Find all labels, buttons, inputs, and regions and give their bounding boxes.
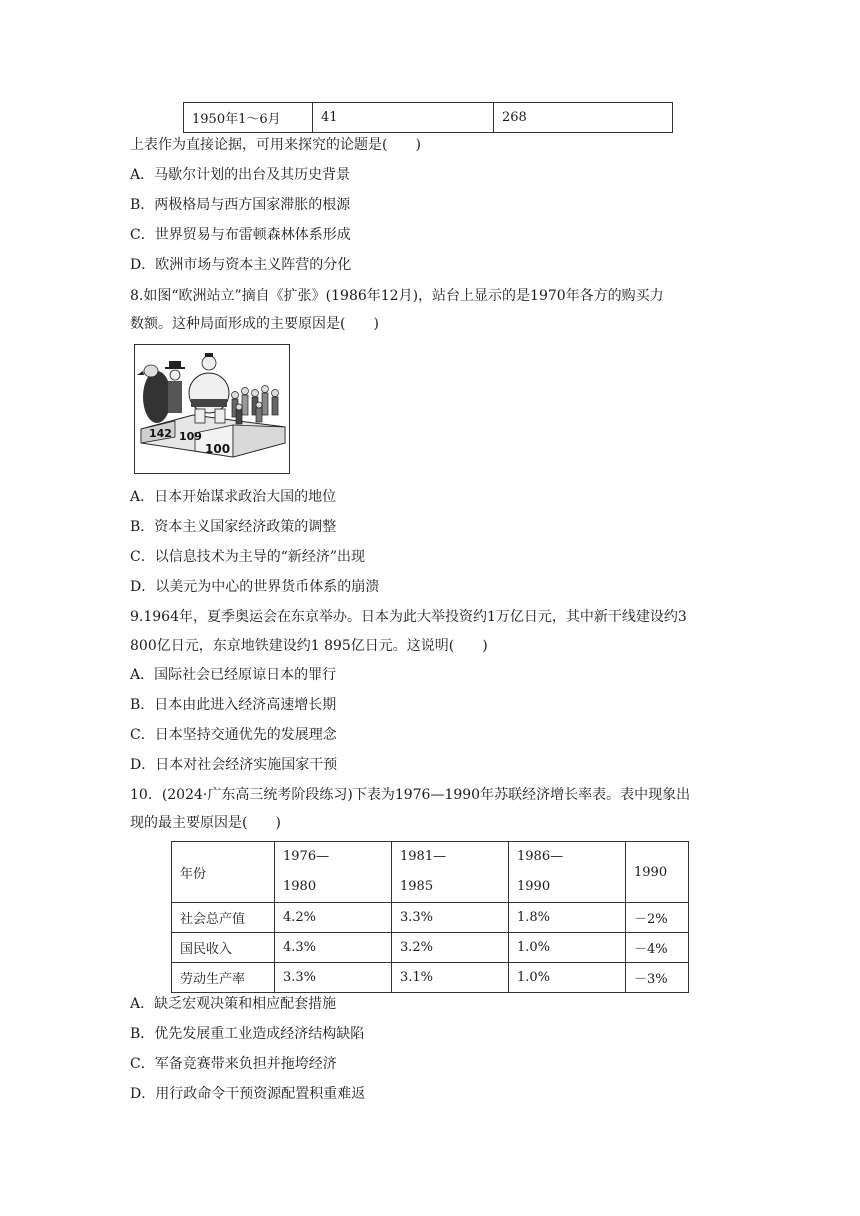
table-row — [172, 963, 689, 993]
q7-option-a: A．马歇尔计划的出台及其历史背景 — [130, 167, 351, 183]
table-cell: －4% — [626, 933, 689, 963]
table-cell: 社会总产值 — [172, 903, 275, 933]
table-cell: 国民收入 — [172, 933, 275, 963]
table-cell: 1.0% — [509, 963, 626, 993]
table-row — [172, 903, 689, 933]
table-cell: 1.0% — [509, 933, 626, 963]
table-row — [172, 933, 689, 963]
question-7-stem: 上表作为直接论据，可用来探究的论题是( ) — [130, 137, 421, 153]
q7-option-c: C．世界贸易与布雷顿森林体系形成 — [130, 227, 351, 243]
table-cell: 3.3% — [275, 963, 392, 993]
table-cell: －2% — [626, 903, 689, 933]
podium-number-2: 109 — [179, 430, 202, 443]
q10-option-d: D．用行政命令干预资源配置积重难返 — [130, 1086, 366, 1102]
table-cell: 3.1% — [392, 963, 509, 993]
table-header-cell: 年份 — [172, 842, 275, 903]
table-cell: 268 — [494, 103, 673, 133]
podium-number-3: 100 — [205, 442, 231, 456]
cartoon-illustration — [135, 345, 289, 473]
soviet-growth-table — [171, 841, 689, 993]
table-header-cell: 1976— 1980 — [275, 842, 392, 903]
table-cell: 3.3% — [392, 903, 509, 933]
q9-option-a: A．国际社会已经原谅日本的罪行 — [130, 667, 337, 683]
q10-option-a: A．缺乏宏观决策和相应配套措施 — [130, 996, 337, 1012]
table-row — [184, 103, 673, 133]
q8-option-c: C．以信息技术为主导的“新经济”出现 — [130, 549, 366, 565]
q8-option-a: A．日本开始谋求政治大国的地位 — [130, 489, 337, 505]
q10-option-c: C．军备竞赛带来负担并拖垮经济 — [130, 1056, 337, 1072]
table-header-cell: 1981— 1985 — [392, 842, 509, 903]
question-8-stem-line1: 8.如图“欧洲站立”摘自《扩张》(1986年12月)，站台上显示的是1970年各方的购买力 — [130, 288, 664, 304]
q10-option-b: B．优先发展重工业造成经济结构缺陷 — [130, 1026, 365, 1042]
podium-number-1: 142 — [149, 427, 172, 440]
question-10-stem-line2: 现的最主要原因是( ) — [130, 815, 281, 831]
q7-option-d: D．欧洲市场与资本主义阵营的分化 — [130, 257, 352, 273]
table-cell: 4.2% — [275, 903, 392, 933]
table-cell: 41 — [313, 103, 494, 133]
table-cell: 4.3% — [275, 933, 392, 963]
table-cell: 1.8% — [509, 903, 626, 933]
q9-option-c: C．日本坚持交通优先的发展理念 — [130, 727, 337, 743]
q9-option-b: B．日本由此进入经济高速增长期 — [130, 697, 337, 713]
table-header-cell: 1990 — [626, 842, 689, 903]
question-9-stem-line1: 9.1964年，夏季奥运会在东京举办。日本为此大举投资约1万亿日元，其中新干线建设约3 — [130, 609, 687, 625]
q8-option-d: D．以美元为中心的世界货币体系的崩溃 — [130, 579, 380, 595]
question-8-stem-line2: 数额。这种局面形成的主要原因是( ) — [130, 316, 379, 332]
table-cell: 3.2% — [392, 933, 509, 963]
table-cell: 劳动生产率 — [172, 963, 275, 993]
q8-option-b: B．资本主义国家经济政策的调整 — [130, 519, 337, 535]
table-header-cell: 1986— 1990 — [509, 842, 626, 903]
table-cell: 1950年1～6月 — [184, 103, 313, 133]
cartoon-europe-standing — [134, 344, 290, 474]
question-10-stem-line1: 10．(2024·广东高三统考阶段练习)下表为1976—1990年苏联经济增长率表。表中现象出 — [130, 787, 691, 803]
table-header-row — [172, 842, 689, 903]
data-table-top — [183, 102, 673, 133]
q9-option-d: D．日本对社会经济实施国家干预 — [130, 757, 338, 773]
table-cell: －3% — [626, 963, 689, 993]
q7-option-b: B．两极格局与西方国家滞胀的根源 — [130, 197, 351, 213]
question-9-stem-line2: 800亿日元，东京地铁建设约1 895亿日元。这说明( ) — [130, 638, 488, 654]
